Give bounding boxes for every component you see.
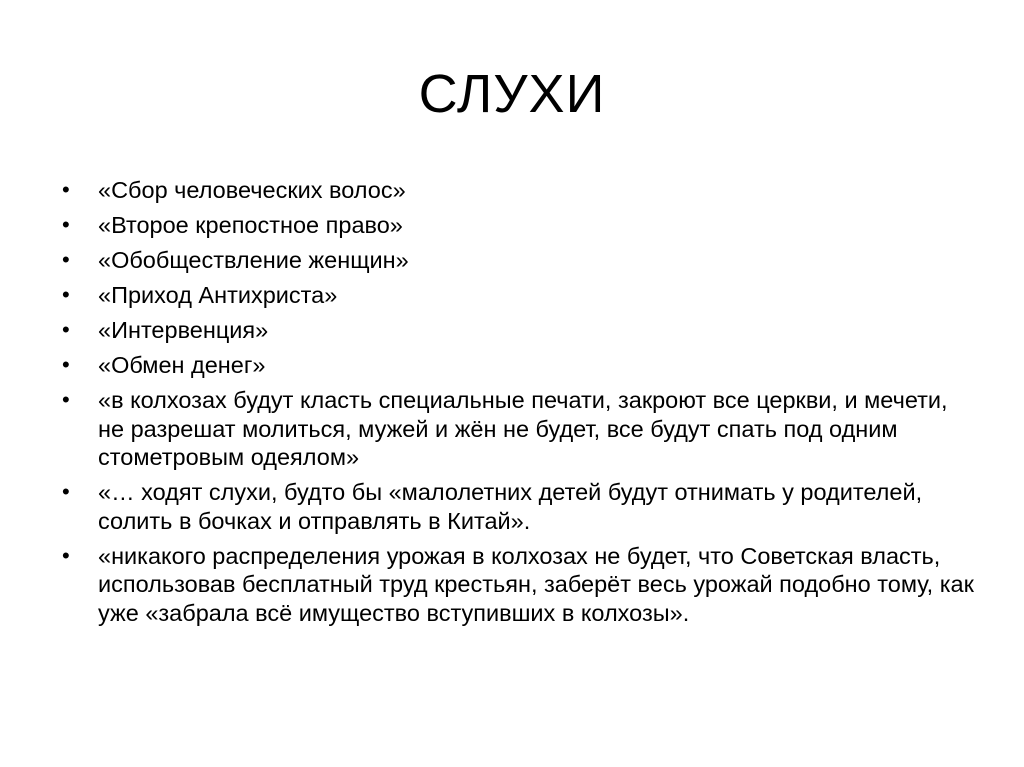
bullet-text: «… ходят слухи, будто бы «малолетних детей будут отнимать у родителей, солить в бочках и отправлять в Китай».	[98, 479, 923, 534]
bullet-text: «Приход Антихриста»	[98, 282, 338, 308]
bullet-icon: •	[62, 542, 70, 568]
bullet-text: «Обмен денег»	[98, 352, 266, 378]
bullet-item	[62, 246, 980, 275]
bullet-icon: •	[62, 212, 70, 237]
bullet-icon: •	[62, 352, 70, 377]
bullet-text: «Второе крепостное право»	[98, 212, 403, 238]
bullet-list	[62, 176, 980, 634]
bullet-text: «в колхозах будут класть специальные печати, закроют все церкви, и мечети, не разрешат молиться, мужей и жён не будет, все будут спать под одним стометровым одеялом»	[98, 387, 948, 470]
bullet-text: «Обобществление женщин»	[98, 247, 409, 273]
bullet-item	[62, 316, 980, 345]
bullet-item	[62, 478, 980, 535]
bullet-icon: •	[62, 479, 70, 504]
bullet-item	[62, 281, 980, 310]
bullet-icon: •	[62, 282, 70, 307]
bullet-icon: •	[62, 177, 70, 202]
bullet-item	[62, 351, 980, 380]
bullet-item	[62, 386, 980, 472]
bullet-item	[62, 211, 980, 240]
bullet-icon: •	[62, 247, 70, 272]
bullet-icon: •	[62, 317, 70, 342]
bullet-icon: •	[62, 387, 70, 412]
bullet-text: «никакого распределения урожая в колхозах не будет, что Советская власть, использовав бесплатный труд крестьян, заберёт весь урожай подобно тому, как уже «забрала всё имущество вступивших в колхозы».	[98, 542, 974, 626]
bullet-text: «Интервенция»	[98, 317, 269, 343]
slide-title: СЛУХИ	[418, 64, 606, 124]
bullet-text: «Сбор человеческих волос»	[98, 177, 406, 203]
bullet-item	[62, 542, 980, 628]
bullet-item	[62, 176, 980, 205]
